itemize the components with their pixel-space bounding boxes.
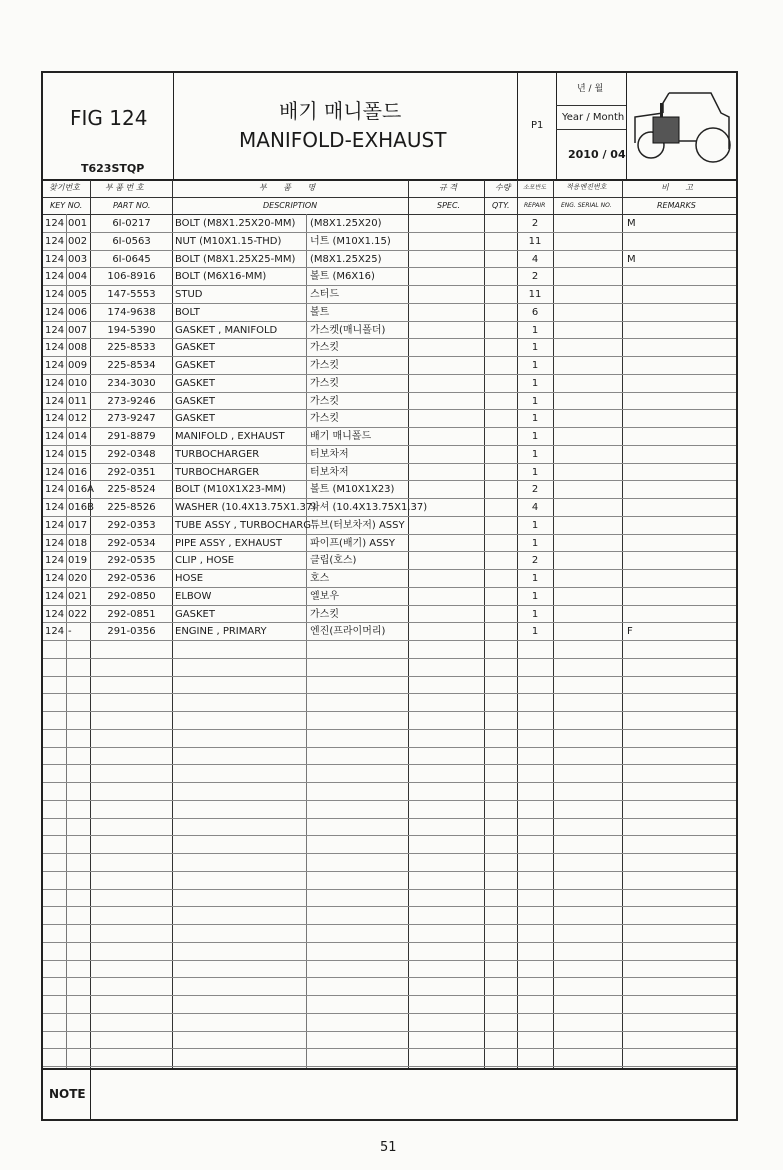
figure-number: FIG 124: [70, 106, 148, 130]
col-key: KEY NO.: [50, 201, 83, 210]
cell-qty: 1: [531, 519, 539, 531]
cell-fig: 124: [45, 502, 65, 513]
cell-fig: 124: [45, 377, 65, 389]
cell-desc: GASKET: [175, 395, 215, 407]
row-separator: [43, 1066, 736, 1067]
table-row: [43, 622, 736, 640]
cell-part: 292-0851: [107, 608, 156, 620]
table-row: [43, 250, 736, 268]
cell-fig: 124: [45, 573, 65, 584]
cell-part: 225-8524: [107, 484, 156, 496]
parts-table-body: [43, 214, 736, 1068]
cell-fig: 124: [45, 395, 65, 407]
cell-key: 014: [68, 431, 88, 442]
table-row: [43, 232, 736, 250]
cell-part: 234-3030: [107, 377, 156, 389]
table-row: [43, 587, 736, 605]
col-description: DESCRIPTION: [263, 201, 318, 210]
cell-part: 6I-0217: [112, 218, 151, 229]
row-separator: [43, 853, 736, 854]
cell-remarks: [627, 464, 727, 481]
cell-qty: 1: [531, 324, 539, 336]
cell-qty: 2: [531, 555, 539, 567]
cell-remarks: [627, 322, 727, 339]
col-part-korean: 부 품 번 호: [105, 183, 144, 192]
cell-qty: 1: [531, 590, 539, 602]
col-part: PART NO.: [113, 201, 151, 210]
cell-fig: 124: [45, 413, 65, 425]
table-row: [43, 463, 736, 481]
cell-qty: 1: [531, 377, 539, 389]
cell-desc: MANIFOLD , EXHAUST: [175, 431, 285, 442]
cell-remarks: [627, 304, 727, 321]
cell-part: 292-0353: [107, 519, 156, 531]
cell-part: 292-0534: [107, 537, 156, 549]
row-separator: [43, 782, 736, 783]
cell-qty: 11: [528, 289, 542, 300]
row-separator: [43, 764, 736, 765]
row-separator: [43, 693, 736, 694]
cell-remarks: [627, 393, 727, 410]
year-month-korean: 년 / 월: [577, 84, 604, 94]
cell-qty: 2: [531, 218, 539, 229]
cell-fig: 124: [45, 590, 65, 602]
cell-spec: 볼트 (M10X1X23): [310, 484, 395, 496]
cell-fig: 124: [45, 555, 65, 567]
cell-key: 020: [68, 573, 88, 584]
cell-part: 291-0356: [107, 626, 156, 638]
cell-remarks: [627, 535, 727, 552]
table-row: [43, 534, 736, 552]
col-serial: ENG. SERIAL NO.: [561, 202, 612, 209]
cell-desc: TUBE ASSY , TURBOCHARG: [175, 519, 311, 531]
cell-fig: 124: [45, 253, 65, 265]
cell-remarks: [627, 339, 727, 356]
cell-spec: 튜브(터보차저) ASSY: [310, 519, 405, 531]
cell-remarks: [627, 606, 727, 623]
row-separator: [43, 835, 736, 836]
cell-remarks: F: [627, 626, 633, 638]
row-separator: [43, 1013, 736, 1014]
cell-key: 022: [68, 608, 88, 620]
col-spec-korean: 규 격: [439, 183, 457, 192]
cell-desc: GASKET: [175, 360, 215, 371]
cell-remarks: [627, 517, 727, 534]
cell-remarks: [627, 375, 727, 392]
title-korean: 배기 매니폴드: [279, 99, 402, 123]
row-separator: [43, 729, 736, 730]
cell-qty: 1: [531, 360, 539, 371]
cell-fig: 124: [45, 235, 65, 247]
model-code: T623STQP: [81, 162, 145, 175]
cell-desc: GASKET: [175, 413, 215, 425]
cell-remarks: [627, 233, 727, 250]
cell-desc: GASKET: [175, 377, 215, 389]
cell-spec: (M8X1.25X25): [310, 253, 382, 265]
cell-remarks: M: [627, 253, 636, 265]
cell-key: 008: [68, 342, 88, 354]
cell-spec: 가스킷: [310, 377, 339, 389]
cell-spec: 볼트 (M6X16): [310, 271, 375, 283]
cell-fig: 124: [45, 448, 65, 460]
row-separator: [43, 800, 736, 801]
cell-desc: BOLT (M6X16-MM): [175, 271, 267, 283]
cell-key: 016A: [68, 484, 94, 496]
cell-part: 106-8916: [107, 271, 156, 283]
cell-part: 174-9638: [107, 306, 156, 318]
table-row: [43, 392, 736, 410]
cell-key: 006: [68, 306, 88, 318]
cell-desc: ELBOW: [175, 590, 212, 602]
row-separator: [43, 871, 736, 872]
cell-desc: GASKET: [175, 342, 215, 354]
cell-desc: STUD: [175, 289, 203, 300]
cell-part: 292-0535: [107, 555, 156, 567]
col-spec: SPEC.: [437, 201, 461, 210]
cell-fig: 124: [45, 289, 65, 300]
cell-fig: 124: [45, 431, 65, 442]
cell-desc: TURBOCHARGER: [175, 466, 260, 478]
row-separator: [43, 676, 736, 677]
cell-key: 016B: [68, 502, 94, 513]
cell-part: 292-0348: [107, 448, 156, 460]
cell-key: 004: [68, 271, 88, 283]
cell-qty: 1: [531, 448, 539, 460]
cell-key: 015: [68, 448, 88, 460]
cell-remarks: [627, 410, 727, 427]
cell-desc: NUT (M10X1.15-THD): [175, 235, 282, 247]
cell-part: 6I-0563: [112, 235, 151, 247]
cell-remarks: [627, 446, 727, 463]
cell-spec: 가스킷: [310, 360, 339, 371]
table-row: [43, 605, 736, 623]
cell-desc: BOLT (M8X1.25X25-MM): [175, 253, 296, 265]
row-separator: [43, 818, 736, 819]
cell-spec: 클립(호스): [310, 555, 357, 567]
cell-key: 021: [68, 590, 88, 602]
cell-qty: 2: [531, 484, 539, 496]
cell-key: 012: [68, 413, 88, 425]
row-separator: [43, 942, 736, 943]
cell-fig: 124: [45, 360, 65, 371]
cell-spec: 스터드: [310, 289, 339, 300]
table-row: [43, 303, 736, 321]
table-row: [43, 427, 736, 445]
cell-desc: PIPE ASSY , EXHAUST: [175, 537, 282, 549]
cell-spec: (M8X1.25X20): [310, 218, 382, 229]
cell-key: 019: [68, 555, 88, 567]
cell-part: 225-8526: [107, 502, 156, 513]
cell-remarks: [627, 588, 727, 605]
cell-remarks: [627, 268, 727, 285]
cell-qty: 1: [531, 413, 539, 425]
revision-date: 2010 / 04: [568, 148, 626, 161]
table-row: [43, 338, 736, 356]
cell-part: 292-0850: [107, 590, 156, 602]
cell-spec: 볼트: [310, 306, 330, 318]
col-remarks: REMARKS: [657, 201, 696, 210]
cell-key: 010: [68, 377, 88, 389]
table-row: [43, 356, 736, 374]
cell-desc: TURBOCHARGER: [175, 448, 260, 460]
cell-part: 273-9247: [107, 413, 156, 425]
cell-spec: 터보차저: [310, 448, 349, 460]
cell-remarks: [627, 499, 727, 516]
cell-desc: CLIP , HOSE: [175, 555, 235, 567]
cell-fig: 124: [45, 466, 65, 478]
cell-remarks: [627, 357, 727, 374]
page-number: 51: [380, 1140, 397, 1155]
note-label: NOTE: [49, 1087, 86, 1101]
cell-spec: 가스켓(매니폴더): [310, 324, 386, 336]
cell-spec: 가스킷: [310, 413, 339, 425]
cell-key: 011: [68, 395, 88, 407]
cell-spec: 가스킷: [310, 395, 339, 407]
cell-part: 292-0536: [107, 573, 156, 584]
cell-spec: 가스킷: [310, 342, 339, 354]
cell-qty: 1: [531, 626, 539, 638]
cell-key: 002: [68, 235, 88, 247]
row-separator: [43, 1048, 736, 1049]
cell-qty: 4: [531, 502, 539, 513]
cell-spec: 엔진(프라이머리): [310, 626, 386, 638]
table-row: [43, 409, 736, 427]
row-separator: [43, 960, 736, 961]
row-separator: [43, 995, 736, 996]
cell-qty: 6: [531, 306, 539, 318]
cell-desc: GASKET , MANIFOLD: [175, 324, 278, 336]
cell-fig: 124: [45, 537, 65, 549]
col-serial-korean: 적용엔진번호: [566, 183, 607, 191]
cell-part: 292-0351: [107, 466, 156, 478]
cell-key: 003: [68, 253, 88, 265]
cell-key: 007: [68, 324, 88, 336]
col-repair: REPAIR: [524, 202, 546, 209]
row-separator: [43, 977, 736, 978]
cell-qty: 4: [531, 253, 539, 265]
cell-key: 005: [68, 289, 88, 300]
table-row: [43, 285, 736, 303]
cell-fig: 124: [45, 626, 65, 638]
table-row: [43, 480, 736, 498]
col-qty: QTY.: [492, 201, 510, 210]
cell-remarks: [627, 481, 727, 498]
cell-desc: WASHER (10.4X13.75X1.37): [175, 502, 317, 513]
cell-remarks: [627, 286, 727, 303]
cell-qty: 1: [531, 573, 539, 584]
col-repair-korean: 소모반도: [523, 184, 547, 191]
cell-key: -: [68, 626, 72, 638]
cell-spec: 파이프(배기) ASSY: [310, 537, 395, 549]
row-separator: [43, 747, 736, 748]
cell-qty: 1: [531, 395, 539, 407]
cell-fig: 124: [45, 608, 65, 620]
cell-key: 016: [68, 466, 88, 478]
cell-part: 194-5390: [107, 324, 156, 336]
col-key-korean: 찾기번호: [49, 183, 80, 192]
cell-qty: 2: [531, 271, 539, 283]
cell-key: 017: [68, 519, 88, 531]
cell-qty: 1: [531, 608, 539, 620]
cell-fig: 124: [45, 342, 65, 354]
cell-qty: 11: [528, 235, 542, 247]
cell-remarks: [627, 552, 727, 569]
table-row: [43, 516, 736, 534]
table-row: [43, 321, 736, 339]
row-separator: [43, 658, 736, 659]
cell-qty: 1: [531, 431, 539, 442]
row-separator: [43, 889, 736, 890]
cell-part: 273-9246: [107, 395, 156, 407]
cell-fig: 124: [45, 306, 65, 318]
cell-spec: 너트 (M10X1.15): [310, 235, 391, 247]
row-separator: [43, 711, 736, 712]
cell-fig: 124: [45, 271, 65, 283]
cell-desc: BOLT: [175, 306, 200, 318]
cell-part: 225-8534: [107, 360, 156, 371]
cell-fig: 124: [45, 218, 65, 229]
row-separator: [43, 924, 736, 925]
cell-fig: 124: [45, 519, 65, 531]
cell-desc: GASKET: [175, 608, 215, 620]
cell-spec: 호스: [310, 573, 330, 584]
cell-desc: BOLT (M8X1.25X20-MM): [175, 218, 296, 229]
cell-key: 009: [68, 360, 88, 371]
cell-desc: BOLT (M10X1X23-MM): [175, 484, 286, 496]
tractor-engine-diagram-icon: [633, 83, 733, 173]
cell-part: 291-8879: [107, 431, 156, 442]
cell-qty: 1: [531, 342, 539, 354]
table-row: [43, 214, 736, 232]
cell-part: 147-5553: [107, 289, 156, 300]
row-separator: [43, 1031, 736, 1032]
table-row: [43, 374, 736, 392]
cell-remarks: [627, 570, 727, 587]
col-qty-korean: 수량: [495, 183, 511, 192]
cell-spec: 와셔 (10.4X13.75X1.37): [310, 502, 428, 513]
table-row: [43, 551, 736, 569]
cell-qty: 1: [531, 466, 539, 478]
cell-fig: 124: [45, 484, 65, 496]
cell-desc: HOSE: [175, 573, 204, 584]
cell-desc: ENGINE , PRIMARY: [175, 626, 267, 638]
cell-remarks: M: [627, 218, 636, 229]
cell-remarks: [627, 428, 727, 445]
cell-spec: 엘보우: [310, 590, 339, 602]
table-row: [43, 445, 736, 463]
cell-key: 018: [68, 537, 88, 549]
year-month-label: Year / Month: [562, 112, 625, 123]
cell-part: 225-8533: [107, 342, 156, 354]
row-separator: [43, 906, 736, 907]
table-row: [43, 569, 736, 587]
col-remarks-korean: 비 고: [661, 183, 693, 192]
page-code: P1: [531, 120, 544, 131]
parts-sheet: [41, 71, 738, 1121]
table-row: [43, 498, 736, 516]
table-row: [43, 267, 736, 285]
cell-spec: 가스킷: [310, 608, 339, 620]
title-english: MANIFOLD-EXHAUST: [239, 128, 447, 152]
cell-fig: 124: [45, 324, 65, 336]
cell-part: 6I-0645: [112, 253, 151, 265]
cell-spec: 터보차저: [310, 466, 349, 478]
cell-key: 001: [68, 218, 88, 229]
cell-qty: 1: [531, 537, 539, 549]
col-desc-korean: 부 품 명: [259, 183, 316, 192]
cell-spec: 배기 매니폴드: [310, 431, 372, 442]
